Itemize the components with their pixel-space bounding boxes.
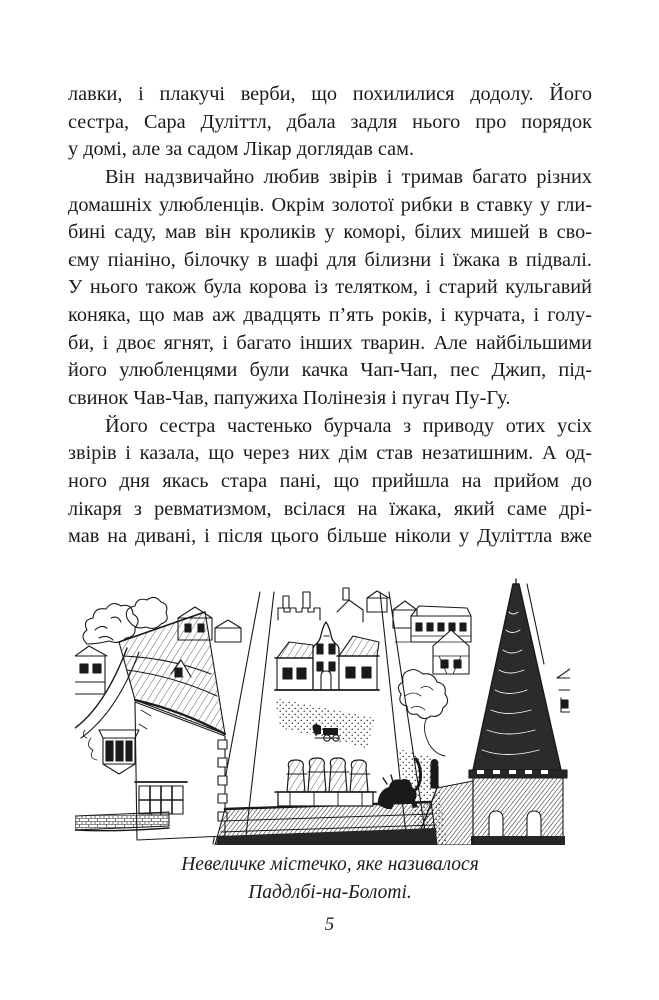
- body-line: у домі, але за садом Лікар доглядав сам.: [68, 138, 415, 161]
- body-line: бині саду, мав він кроликів у коморі, білих мишей в сво-: [68, 221, 592, 244]
- body-line: коняка, що мав аж двадцять п’ять років, і курчата, і голу-: [68, 304, 592, 327]
- body-line: єму піаніно, білочку в шафі для білизни і їжака в підвалі.: [68, 248, 592, 271]
- body-line: звірів і казала, що через них дім став незатишним. А од-: [68, 442, 592, 465]
- caption-line: Паддлбі-на-Болоті.: [248, 881, 412, 903]
- body-line: свинок Чав-Чав, папужиха Полінезія і пугач Пу-Гу.: [68, 387, 511, 410]
- body-line: У нього також була корова із телятком, і старий кульгавий: [68, 276, 592, 299]
- body-line: мав на дивані, і після цього більше ніколи у Дуліттла вже: [68, 525, 592, 548]
- page-number: 5: [324, 914, 335, 935]
- body-line: домашніх улюбленців. Окрім золотої рибки в ставку у гли-: [68, 193, 592, 216]
- body-line: Його сестра частенько бурчала з приводу отих усіх: [105, 414, 592, 437]
- text-block: [68, 81, 592, 551]
- body-line: сестра, Сара Дуліттл, дбала задля нього про порядок: [68, 110, 592, 133]
- body-line: його улюбленцями були качка Чап-Чап, пес Джип, під-: [68, 359, 592, 382]
- body-line: Він надзвичайно любив звірів і тримав багато різних: [105, 165, 592, 188]
- body-line: лавки, і плакучі верби, що похилилися додолу. Його: [68, 83, 592, 105]
- caption-line: Невеличке містечко, яке називалося: [181, 854, 479, 875]
- body-line: би, і двоє ягнят, і багато інших тварин. Але найбільшими: [68, 331, 592, 354]
- illustration-caption: [68, 851, 592, 906]
- body-line: ного дня якась стара пані, що прийшла на прийом до: [68, 469, 592, 492]
- town-illustration: [75, 578, 570, 845]
- body-line: лікаря з ревматизмом, всілася на їжака, який саме дрі-: [68, 497, 592, 520]
